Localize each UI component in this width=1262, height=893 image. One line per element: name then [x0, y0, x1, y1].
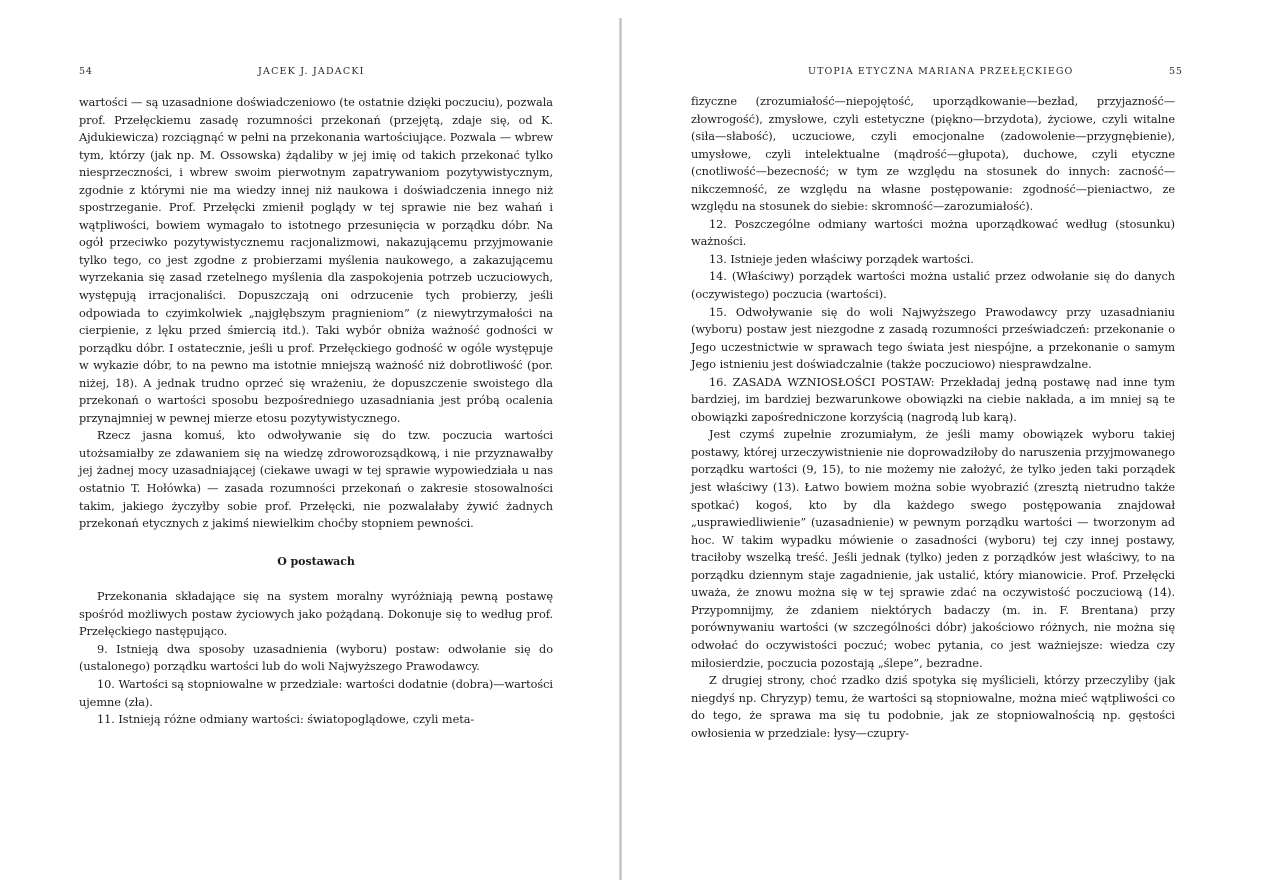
left-running-head: JACEK J. JADACKI [258, 66, 365, 77]
right-body-text [691, 93, 1175, 742]
right-running-head: UTOPIA ETYCZNA MARIANA PRZEŁĘCKIEGO [808, 66, 1074, 77]
list-item-13: 13. Istnieje jeden właściwy porządek wartości. [709, 252, 974, 266]
left-paragraph: wartości — są uzasadnione doświadczeniowo (te ostatnie dzięki poczuciu), pozwala prof. Przełęckiemu zasadę rozumności przekonań (przejętą, zdaje się, od K. Ajdukiewicza) rozciągnąć w pełni na przekonania wartościujące. Pozwala — wbrew tym, którzy (jak np. M. Ossowska) żądaliby w jej imię od takich przekonać tylko niesprzeczności, i wbrew swoim pierwotnym zapatrywaniom pozytywistycznym, zgodnie z którymi nie ma wiedzy innej niż naukowa i doświadczenia innego niż spostrzeganie. Prof. Przełęcki zmienił poglądy w tej sprawie nie bez wahań i wątpliwości, bowiem wymagało to istotnego przesunięcia w porządku dóbr. Na ogół przeciwko pozytywistycznemu racjonalizmowi, nakazującemu przyjmowanie tylko tego, co jest zgodne z probierzami myślenia naukowego, a zakazującemu wyrzekania się zasad rzetelnego myślenia dla zaspokojenia potrzeb uczuciowych, występują irracjonaliści. Dopuszczają oni odrzucenie tych probierzy, jeśli odpowiada to czyimkolwiek „najgłębszym pragnieniom” (z niewytrzymałości na cierpienie, z lęku przed śmiercią itd.). Taki wybór obniża ważność godności w porządku dóbr. I ostatecznie, jeśli u prof. Przełęckiego godność w ogóle występuje w wykazie dóbr, to na pewno ma istotnie mniejszą ważność niż dobrotliwość (por. niżej, 18). A jednak trudno oprzeć się wrażeniu, że dopuszczenie swoistego dla przekonań o wartości sposobu bezpośredniego uzasadniania jest próbą ocalenia przynajmniej w pewnej mierze etosu pozytywistycznego. [79, 96, 553, 425]
left-page-number: 54 [79, 66, 93, 77]
section-heading: O postawach [277, 554, 355, 568]
right-page [624, 0, 1262, 893]
list-item-16: 16. ZASADA WZNIOSŁOŚCI POSTAW: Przekładaj jedną postawę nad inne tym bardziej, im bardziej bezwarunkowe obowiązki na ciebie nakłada, a im mniej są te obowiązki zapośredniczone korzyścią (nagrodą lub karą). [691, 375, 1175, 424]
book-gutter [619, 18, 622, 880]
left-paragraph: Rzecz jasna komuś, kto odwoływanie się do tzw. poczucia wartości utożsamiałby ze zdawaniem się na wiedzę zdroworozsądkową, i nie przyznawałby jej żadnej mocy uzasadniającej (ciekawe uwagi w tej sprawie wypowiedziała u nas ostatnio T. Hołówka) — zasada rozumności przekonań o zakresie stosowalności takim, jakiego życzyłby sobie prof. Przełęcki, nie pozwalałaby żywić żadnych przekonań etycznych z jakimś niewielkim choćby stopniem pewności. [79, 429, 553, 531]
list-item-9: 9. Istnieją dwa sposoby uzasadnienia (wyboru) postaw: odwołanie się do (ustalonego) porządku wartości lub do woli Najwyższego Prawodawcy. [79, 642, 553, 674]
left-body-text [79, 94, 553, 729]
list-item-15: 15. Odwoływanie się do woli Najwyższego Prawodawcy przy uzasadnianiu (wyboru) postaw jest niezgodne z zasadą rozumności przeświadczeń: przekonanie o Jego uczestnictwie w sprawach tego świata jest niespójne, a przekonanie o samym Jego istnieniu jest doświadczalnie (także poczuciowo) niesprawdzalne. [691, 305, 1175, 372]
right-paragraph: fizyczne (zrozumiałość—niepojętość, uporządkowanie—bezład, przyjazność—złowrogość), zmysłowe, czyli estetyczne (piękno—brzydota), życiowe, czyli witalne (siła—słabość), uczuciowe, czyli emocjonalne (zadowolenie—przygnębienie), umysłowe, czyli intelektualne (mądrość—głupota), duchowe, czyli etyczne (cnotliwość—bezecność; w tym ze względu na stosunek do innych: zacność—nikczemność, ze względu na własne postępowanie: zgodność—pieniactwo, ze względu na stosunek do siebie: skromność—zarozumiałość). [691, 95, 1175, 214]
list-item-11: 11. Istnieją różne odmiany wartości: światopoglądowe, czyli meta- [97, 713, 475, 727]
right-page-number: 55 [1169, 66, 1183, 77]
list-item-14: 14. (Właściwy) porządek wartości można ustalić przez odwołanie się do danych (oczywistego) poczucia (wartości). [691, 270, 1175, 302]
list-item-10: 10. Wartości są stopniowalne w przedziale: wartości dodatnie (dobra)—wartości ujemne (zła). [79, 677, 553, 709]
right-paragraph: Z drugiej strony, choć rzadko dziś spotyka się myślicieli, którzy przeczyliby (jak niegdyś np. Chryzyp) temu, że wartości są stopniowalne, można mieć wątpliwości co do tego, że sprawa ma się tu podobnie, jak ze stopniowalnością np. gęstości owłosienia w przedziale: łysy—czupry- [691, 674, 1175, 740]
right-paragraph: Jest czymś zupełnie zrozumiałym, że jeśli mamy obowiązek wyboru takiej postawy, której urzeczywistnienie nie doprowadziłoby do naruszenia przyjmowanego porządku wartości (9, 15), to nie możemy nie założyć, że tylko jeden taki porządek jest właściwy (13). Łatwo bowiem można sobie wyobrazić (zresztą nietrudno także spotkać) kogoś, kto by dla każdego swego postępowania znajdował „usprawiedliwienie” (uzasadnienie) w pewnym porządku wartości — tworzonym ad hoc. W takim wypadku mówienie o zasadności (wyboru) tej czy innej postawy, traciłoby wszelką treść. Jeśli jednak (tylko) jeden z porządków jest właściwy, to na porządku dziennym staje zagadnienie, jak ustalić, który mianowicie. Prof. Przełęcki uważa, że znowu można się w tej sprawie zdać na oczywistość poczuciową (14). Przypomnijmy, że zdaniem niektórych badaczy (m. in. F. Brentana) przy porównywaniu wartości (w szczególności dóbr) jakościowo różnych, nie można się odwołać do oczywistości poczuć; wobec pytania, co jest ważniejsze: wiedza czy miłosierdzie, poczucia pozostają „ślepe”, bezradne. [691, 428, 1175, 670]
left-section-paragraph: Przekonania składające się na system moralny wyróżniają pewną postawę spośród możliwych postaw życiowych jako pożądaną. Dokonuje się to według prof. Przełęckiego następująco. [79, 590, 553, 639]
left-page [0, 0, 620, 893]
list-item-12: 12. Poszczególne odmiany wartości można uporządkować według (stosunku) ważności. [691, 217, 1175, 249]
